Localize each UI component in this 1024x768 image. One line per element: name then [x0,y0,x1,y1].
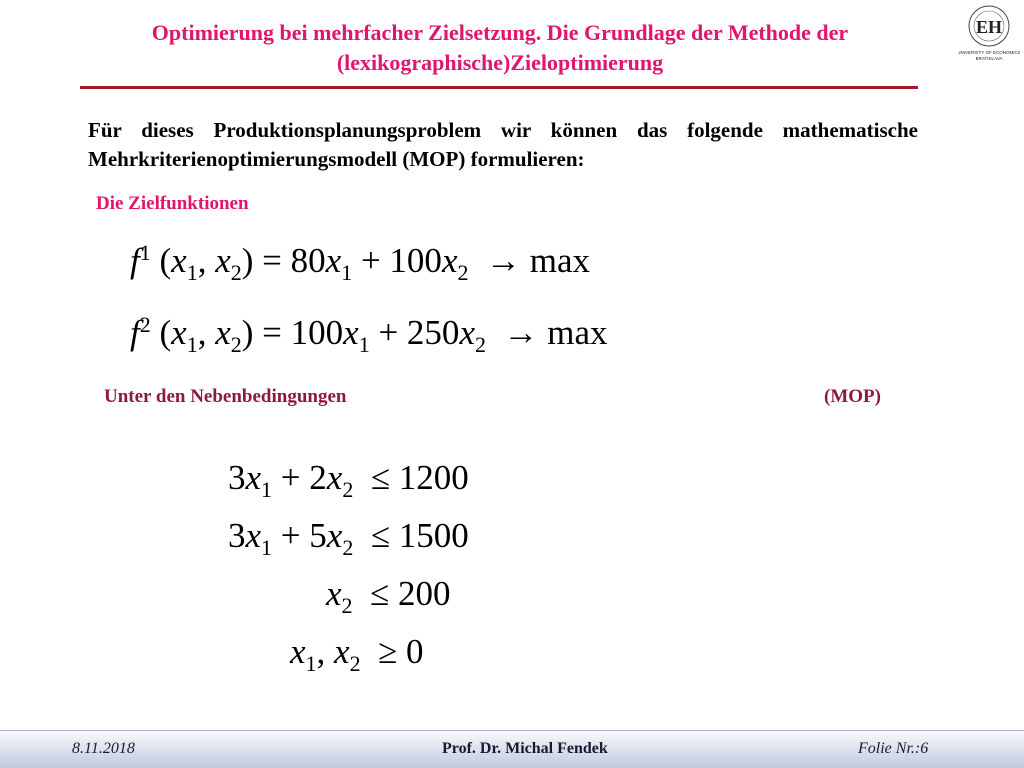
objective-function-1: $f^1$ ($x_1$, $x_2) = 80x_1 + 100x_2 \to \max$ [130,240,590,285]
footer-date: 8.11.2018 [72,740,135,757]
constraint-1: $3x_1 + 2x_2 \le 1200$ [228,458,469,502]
title-line-1: Optimierung bei mehrfacher Zielsetzung. Die Grundlage der Methode der [151,20,849,45]
university-logo [958,2,1020,62]
constraint-3: $x_2 \le 200$ [326,574,451,618]
constraints-label: Unter den Nebenbedingungen [104,386,347,407]
model-tag: (MOP) [824,386,881,407]
title-line-2: (lexikographische)Zieloptimierung [336,50,664,75]
constraint-2: $3x_1 + 5x_2 \le 1500$ [228,516,469,560]
title-underline [80,86,918,89]
objectives-label: Die Zielfunktionen [96,193,249,214]
constraint-4: $x_1$, $x_2 \ge 0$ [290,632,424,676]
svg-text:UNIVERSITY OF ECONOMICS: UNIVERSITY OF ECONOMICS [958,50,1020,55]
objective-function-2: $f^2$ ($x_1$, $x_2) = 100x_1 + 250x_2 \to \max$ [130,312,608,357]
footer-author: Prof. Dr. Michal Fendek [442,740,608,757]
footer-slide-number: Folie Nr.:6 [858,740,929,757]
svg-text:BRATISLAVA: BRATISLAVA [975,56,1003,61]
svg-text:EH: EH [975,17,1003,37]
footer-divider [0,730,1024,731]
slide-title [70,18,930,78]
intro-paragraph: Für dieses Produktionsplanungsproblem wir können das folgende mathematische Mehrkriterienoptimierungsmodell (MOP) formulieren: [88,118,918,171]
